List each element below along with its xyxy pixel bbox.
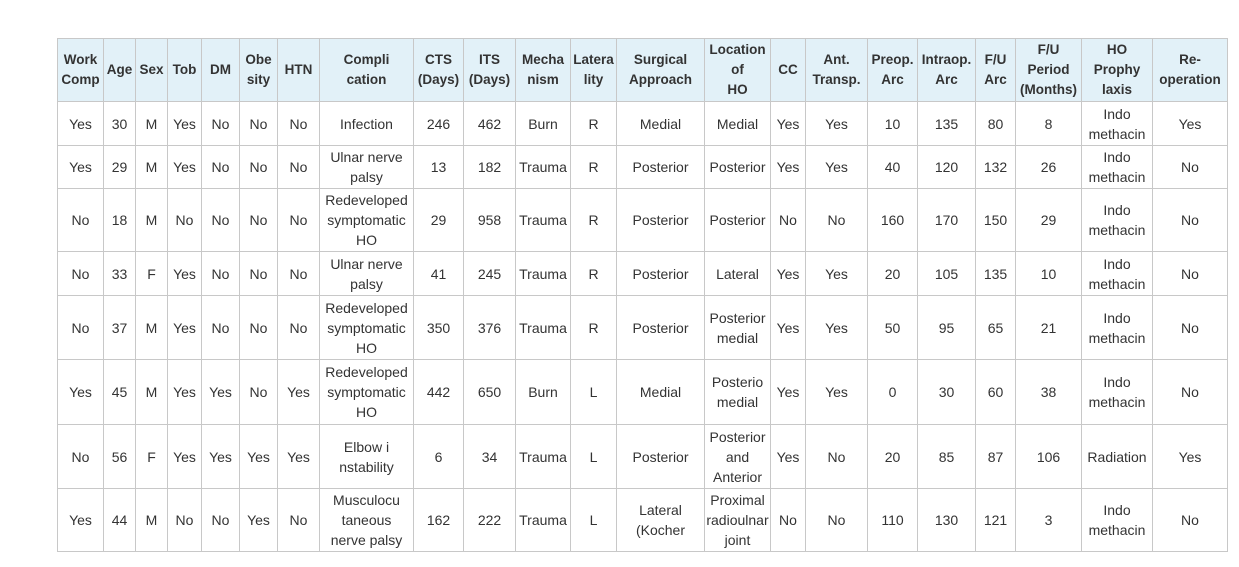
cell-surgical-approach: Lateral (Kocher — [617, 489, 705, 552]
header-dm: DM — [202, 39, 240, 102]
cell-fu-period: 29 — [1016, 189, 1082, 252]
header-fu-arc: F/U Arc — [976, 39, 1016, 102]
cell-obesity: Yes — [240, 425, 278, 489]
cell-intraop-arc: 95 — [918, 296, 976, 360]
cell-mechanism: Trauma — [516, 489, 571, 552]
cell-mechanism: Trauma — [516, 252, 571, 296]
cell-ho-prophylaxis: Indo methacin — [1082, 360, 1153, 425]
cell-ant-transp: Yes — [806, 296, 868, 360]
cell-fu-arc: 135 — [976, 252, 1016, 296]
cell-surgical-approach: Medial — [617, 360, 705, 425]
cell-intraop-arc: 130 — [918, 489, 976, 552]
header-surgical-approach: Surgical Approach — [617, 39, 705, 102]
cell-surgical-approach: Posterior — [617, 189, 705, 252]
cell-obesity: No — [240, 189, 278, 252]
cell-age: 45 — [104, 360, 136, 425]
cell-htn: No — [278, 252, 320, 296]
cell-work-comp: No — [58, 189, 104, 252]
cell-intraop-arc: 85 — [918, 425, 976, 489]
cell-cts: 13 — [414, 146, 464, 189]
cell-cc: No — [771, 189, 806, 252]
cell-surgical-approach: Posterior — [617, 146, 705, 189]
cell-sex: F — [136, 252, 168, 296]
cell-sex: M — [136, 146, 168, 189]
cell-preop-arc: 50 — [868, 296, 918, 360]
cell-ho-prophylaxis: Indo methacin — [1082, 189, 1153, 252]
cell-surgical-approach: Posterior — [617, 425, 705, 489]
cell-intraop-arc: 105 — [918, 252, 976, 296]
cell-fu-period: 21 — [1016, 296, 1082, 360]
cell-htn: Yes — [278, 425, 320, 489]
cell-mechanism: Trauma — [516, 189, 571, 252]
header-obesity: Obe sity — [240, 39, 278, 102]
cell-reoperation: Yes — [1153, 102, 1228, 146]
cell-sex: M — [136, 296, 168, 360]
cell-ant-transp: No — [806, 425, 868, 489]
cell-ant-transp: Yes — [806, 252, 868, 296]
cell-complication: Ulnar nerve palsy — [320, 146, 414, 189]
cell-fu-arc: 80 — [976, 102, 1016, 146]
cell-fu-period: 26 — [1016, 146, 1082, 189]
cell-its: 182 — [464, 146, 516, 189]
cell-fu-arc: 121 — [976, 489, 1016, 552]
cell-surgical-approach: Medial — [617, 102, 705, 146]
table-row — [58, 189, 1228, 252]
cell-fu-period: 106 — [1016, 425, 1082, 489]
cell-sex: M — [136, 189, 168, 252]
cell-sex: M — [136, 102, 168, 146]
cell-cts: 442 — [414, 360, 464, 425]
cell-fu-arc: 65 — [976, 296, 1016, 360]
header-location-of-ho: Location of HO — [705, 39, 771, 102]
cell-preop-arc: 20 — [868, 425, 918, 489]
cell-age: 18 — [104, 189, 136, 252]
table-row — [58, 252, 1228, 296]
cell-tob: Yes — [168, 425, 202, 489]
cell-mechanism: Burn — [516, 360, 571, 425]
cell-htn: No — [278, 296, 320, 360]
cell-cc: Yes — [771, 146, 806, 189]
cell-its: 245 — [464, 252, 516, 296]
cell-obesity: Yes — [240, 489, 278, 552]
cell-complication: Elbow i nstability — [320, 425, 414, 489]
cell-cts: 6 — [414, 425, 464, 489]
table-row — [58, 360, 1228, 425]
cell-preop-arc: 10 — [868, 102, 918, 146]
cell-dm: No — [202, 489, 240, 552]
cell-location-of-ho: Lateral — [705, 252, 771, 296]
cell-reoperation: No — [1153, 189, 1228, 252]
cell-obesity: No — [240, 252, 278, 296]
header-sex: Sex — [136, 39, 168, 102]
cell-obesity: No — [240, 102, 278, 146]
cell-its: 462 — [464, 102, 516, 146]
cell-complication: Infection — [320, 102, 414, 146]
cell-cc: Yes — [771, 252, 806, 296]
cell-ant-transp: Yes — [806, 102, 868, 146]
cell-dm: No — [202, 296, 240, 360]
cell-mechanism: Burn — [516, 102, 571, 146]
cell-obesity: No — [240, 360, 278, 425]
cell-location-of-ho: Posterior medial — [705, 296, 771, 360]
cell-laterality: R — [571, 189, 617, 252]
cell-its: 222 — [464, 489, 516, 552]
cell-dm: No — [202, 146, 240, 189]
table-row — [58, 102, 1228, 146]
cell-laterality: L — [571, 360, 617, 425]
cell-dm: Yes — [202, 425, 240, 489]
cell-age: 29 — [104, 146, 136, 189]
cell-ho-prophylaxis: Indo methacin — [1082, 252, 1153, 296]
header-fu-period: F/U Period (Months) — [1016, 39, 1082, 102]
cell-obesity: No — [240, 296, 278, 360]
cell-cts: 41 — [414, 252, 464, 296]
cell-age: 56 — [104, 425, 136, 489]
cell-cc: Yes — [771, 360, 806, 425]
cell-mechanism: Trauma — [516, 146, 571, 189]
cell-htn: No — [278, 489, 320, 552]
header-tob: Tob — [168, 39, 202, 102]
cell-dm: No — [202, 252, 240, 296]
cell-fu-period: 10 — [1016, 252, 1082, 296]
cell-cts: 162 — [414, 489, 464, 552]
cell-ant-transp: No — [806, 189, 868, 252]
cell-work-comp: Yes — [58, 360, 104, 425]
cell-complication: Redeveloped symptomatic HO — [320, 189, 414, 252]
header-complication: Compli cation — [320, 39, 414, 102]
cell-tob: Yes — [168, 360, 202, 425]
cell-ho-prophylaxis: Indo methacin — [1082, 296, 1153, 360]
header-preop-arc: Preop. Arc — [868, 39, 918, 102]
cell-htn: No — [278, 146, 320, 189]
cell-preop-arc: 0 — [868, 360, 918, 425]
header-cc: CC — [771, 39, 806, 102]
header-age: Age — [104, 39, 136, 102]
cell-age: 33 — [104, 252, 136, 296]
cell-reoperation: No — [1153, 489, 1228, 552]
cell-obesity: No — [240, 146, 278, 189]
header-reoperation: Re- operation — [1153, 39, 1228, 102]
cell-ant-transp: Yes — [806, 360, 868, 425]
cell-intraop-arc: 170 — [918, 189, 976, 252]
cell-laterality: L — [571, 489, 617, 552]
cell-dm: No — [202, 189, 240, 252]
header-htn: HTN — [278, 39, 320, 102]
cell-tob: Yes — [168, 102, 202, 146]
cell-cts: 350 — [414, 296, 464, 360]
cell-complication: Musculocu taneous nerve palsy — [320, 489, 414, 552]
header-ho-prophylaxis: HO Prophy laxis — [1082, 39, 1153, 102]
cell-location-of-ho: Posterior — [705, 189, 771, 252]
cell-surgical-approach: Posterior — [617, 252, 705, 296]
patient-data-table — [57, 38, 1228, 552]
cell-complication: Redeveloped symptomatic HO — [320, 360, 414, 425]
cell-intraop-arc: 120 — [918, 146, 976, 189]
cell-cts: 246 — [414, 102, 464, 146]
cell-htn: No — [278, 189, 320, 252]
cell-ho-prophylaxis: Indo methacin — [1082, 489, 1153, 552]
header-ant-transp: Ant. Transp. — [806, 39, 868, 102]
cell-location-of-ho: Proximal radioulnar joint — [705, 489, 771, 552]
cell-cc: Yes — [771, 425, 806, 489]
cell-tob: Yes — [168, 146, 202, 189]
cell-fu-arc: 132 — [976, 146, 1016, 189]
cell-intraop-arc: 30 — [918, 360, 976, 425]
header-mechanism: Mecha nism — [516, 39, 571, 102]
cell-complication: Redeveloped symptomatic HO — [320, 296, 414, 360]
cell-preop-arc: 110 — [868, 489, 918, 552]
cell-its: 376 — [464, 296, 516, 360]
cell-intraop-arc: 135 — [918, 102, 976, 146]
cell-surgical-approach: Posterior — [617, 296, 705, 360]
header-intraop-arc: Intraop. Arc — [918, 39, 976, 102]
cell-cc: Yes — [771, 102, 806, 146]
table-container — [57, 38, 1228, 552]
cell-sex: F — [136, 425, 168, 489]
cell-location-of-ho: Posterior — [705, 146, 771, 189]
cell-cts: 29 — [414, 189, 464, 252]
table-body — [58, 102, 1228, 552]
cell-age: 44 — [104, 489, 136, 552]
cell-laterality: R — [571, 296, 617, 360]
cell-work-comp: Yes — [58, 102, 104, 146]
cell-work-comp: No — [58, 296, 104, 360]
cell-mechanism: Trauma — [516, 425, 571, 489]
cell-cc: Yes — [771, 296, 806, 360]
cell-ant-transp: Yes — [806, 146, 868, 189]
cell-location-of-ho: Medial — [705, 102, 771, 146]
cell-cc: No — [771, 489, 806, 552]
cell-laterality: R — [571, 146, 617, 189]
cell-its: 958 — [464, 189, 516, 252]
cell-htn: No — [278, 102, 320, 146]
cell-laterality: R — [571, 102, 617, 146]
cell-age: 37 — [104, 296, 136, 360]
header-work-comp: Work Comp — [58, 39, 104, 102]
cell-tob: No — [168, 189, 202, 252]
table-row — [58, 296, 1228, 360]
cell-mechanism: Trauma — [516, 296, 571, 360]
table-row — [58, 425, 1228, 489]
cell-fu-arc: 60 — [976, 360, 1016, 425]
cell-fu-period: 3 — [1016, 489, 1082, 552]
cell-preop-arc: 20 — [868, 252, 918, 296]
cell-dm: No — [202, 102, 240, 146]
cell-reoperation: Yes — [1153, 425, 1228, 489]
table-row — [58, 146, 1228, 189]
cell-work-comp: Yes — [58, 489, 104, 552]
cell-location-of-ho: Posterior and Anterior — [705, 425, 771, 489]
cell-reoperation: No — [1153, 146, 1228, 189]
cell-age: 30 — [104, 102, 136, 146]
cell-its: 650 — [464, 360, 516, 425]
cell-ho-prophylaxis: Radiation — [1082, 425, 1153, 489]
cell-laterality: L — [571, 425, 617, 489]
cell-reoperation: No — [1153, 360, 1228, 425]
cell-complication: Ulnar nerve palsy — [320, 252, 414, 296]
cell-preop-arc: 160 — [868, 189, 918, 252]
cell-ant-transp: No — [806, 489, 868, 552]
cell-sex: M — [136, 360, 168, 425]
cell-preop-arc: 40 — [868, 146, 918, 189]
header-its: ITS (Days) — [464, 39, 516, 102]
cell-ho-prophylaxis: Indo methacin — [1082, 102, 1153, 146]
cell-sex: M — [136, 489, 168, 552]
cell-fu-arc: 150 — [976, 189, 1016, 252]
header-row — [58, 39, 1228, 102]
cell-fu-arc: 87 — [976, 425, 1016, 489]
header-cts: CTS (Days) — [414, 39, 464, 102]
header-laterality: Latera lity — [571, 39, 617, 102]
cell-fu-period: 8 — [1016, 102, 1082, 146]
cell-work-comp: No — [58, 252, 104, 296]
cell-tob: Yes — [168, 252, 202, 296]
cell-location-of-ho: Posterio medial — [705, 360, 771, 425]
cell-work-comp: No — [58, 425, 104, 489]
cell-htn: Yes — [278, 360, 320, 425]
table-row — [58, 489, 1228, 552]
cell-ho-prophylaxis: Indo methacin — [1082, 146, 1153, 189]
cell-dm: Yes — [202, 360, 240, 425]
cell-tob: Yes — [168, 296, 202, 360]
cell-laterality: R — [571, 252, 617, 296]
cell-its: 34 — [464, 425, 516, 489]
cell-reoperation: No — [1153, 296, 1228, 360]
cell-work-comp: Yes — [58, 146, 104, 189]
cell-fu-period: 38 — [1016, 360, 1082, 425]
cell-reoperation: No — [1153, 252, 1228, 296]
cell-tob: No — [168, 489, 202, 552]
